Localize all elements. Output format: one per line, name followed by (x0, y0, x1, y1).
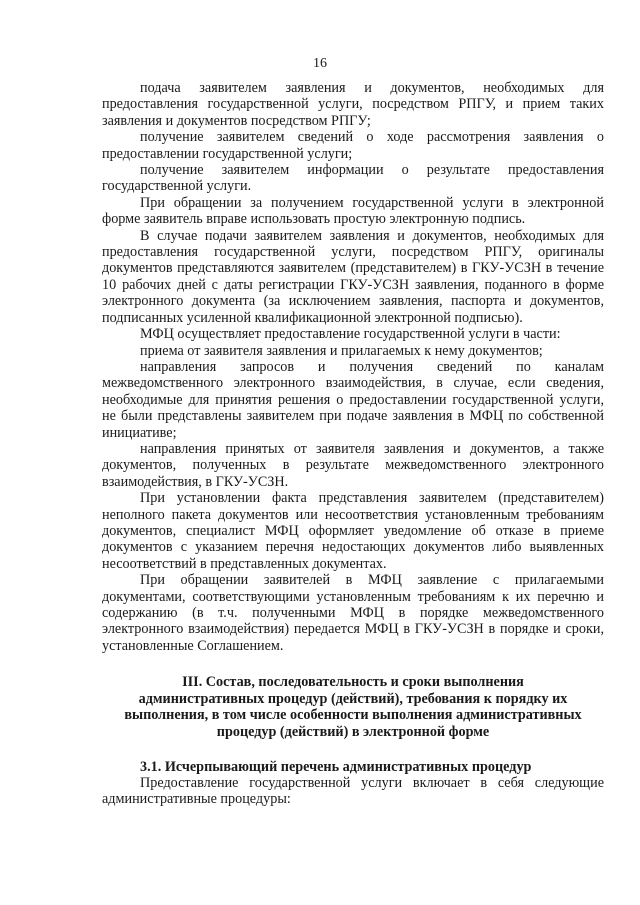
paragraph-4: При обращении за получением государственной услуги в электронной форме заявитель вправе использовать простую электронную подпись. (102, 194, 604, 228)
document-body (102, 80, 604, 808)
paragraph-5: В случае подачи заявителем заявления и документов, необходимых для предоставления государственной услуги, посредством РПГУ, оригиналы документов представляются заявителем (представителем) в ГКУ-УСЗН в течение 10 рабочих дней с даты регистрации ГКУ-УСЗН заявления, поданного в форме электронного документа (за исключением заявления, паспорта и документов, подписанных усиленной квалификационной электронной подписью). (102, 227, 604, 326)
paragraph-7: приема от заявителя заявления и прилагаемых к нему документов; (140, 342, 543, 359)
paragraph-1: подача заявителем заявления и документов, необходимых для предоставления государственной услуги, посредством РПГУ, и прием таких заявления и документов посредством РПГУ; (102, 80, 604, 129)
paragraph-6: МФЦ осуществляет предоставление государственной услуги в части: (140, 326, 561, 343)
paragraph-10: При установлении факта представления заявителем (представителем) неполного пакета документов или несоответствия установленным требованиям документов, специалист МФЦ оформляет уведомление об отказе в приеме документов с указанием перечня недостающих документов либо выявленных несоответствий в представленных документах. (102, 490, 604, 572)
paragraph-8: направления запросов и получения сведений по каналам межведомственного электронного взаимодействия, в случае, если сведения, необходимые для принятия решения о предоставлении государственной услуги, не были представлены заявителем при подаче заявления в МФЦ по собственной инициативе; (102, 358, 604, 441)
paragraph-3: получение заявителем информации о результате предоставления государственной услуги. (102, 162, 604, 195)
paragraph-9: направления принятых от заявителя заявления и документов, а также документов, полученных в результате межведомственного электронного взаимодействия, в ГКУ-УСЗН. (102, 440, 604, 490)
subsection-heading: 3.1. Исчерпывающий перечень административных процедур (140, 758, 532, 775)
closing-paragraph: Предоставление государственной услуги включает в себя следующие административные процедуры: (102, 775, 604, 808)
section-heading: III. Состав, последовательность и сроки выполнения административных процедур (действий), требования к порядку их выполнения, в том числе особенности выполнения административных процедур (действий) в электронной форме (124, 674, 582, 740)
page-number: 16 (313, 56, 327, 71)
paragraph-2: получение заявителем сведений о ходе рассмотрения заявления о предоставлении государственной услуги; (102, 129, 604, 162)
paragraph-11: При обращении заявителей в МФЦ заявление с прилагаемыми документами, соответствующими установленным требованиям к их перечню и содержанию (в т.ч. полученными МФЦ в порядке межведомственного электронного взаимодействия) передается МФЦ в ГКУ-УСЗН в порядке и сроки, установленные Соглашением. (102, 572, 604, 654)
